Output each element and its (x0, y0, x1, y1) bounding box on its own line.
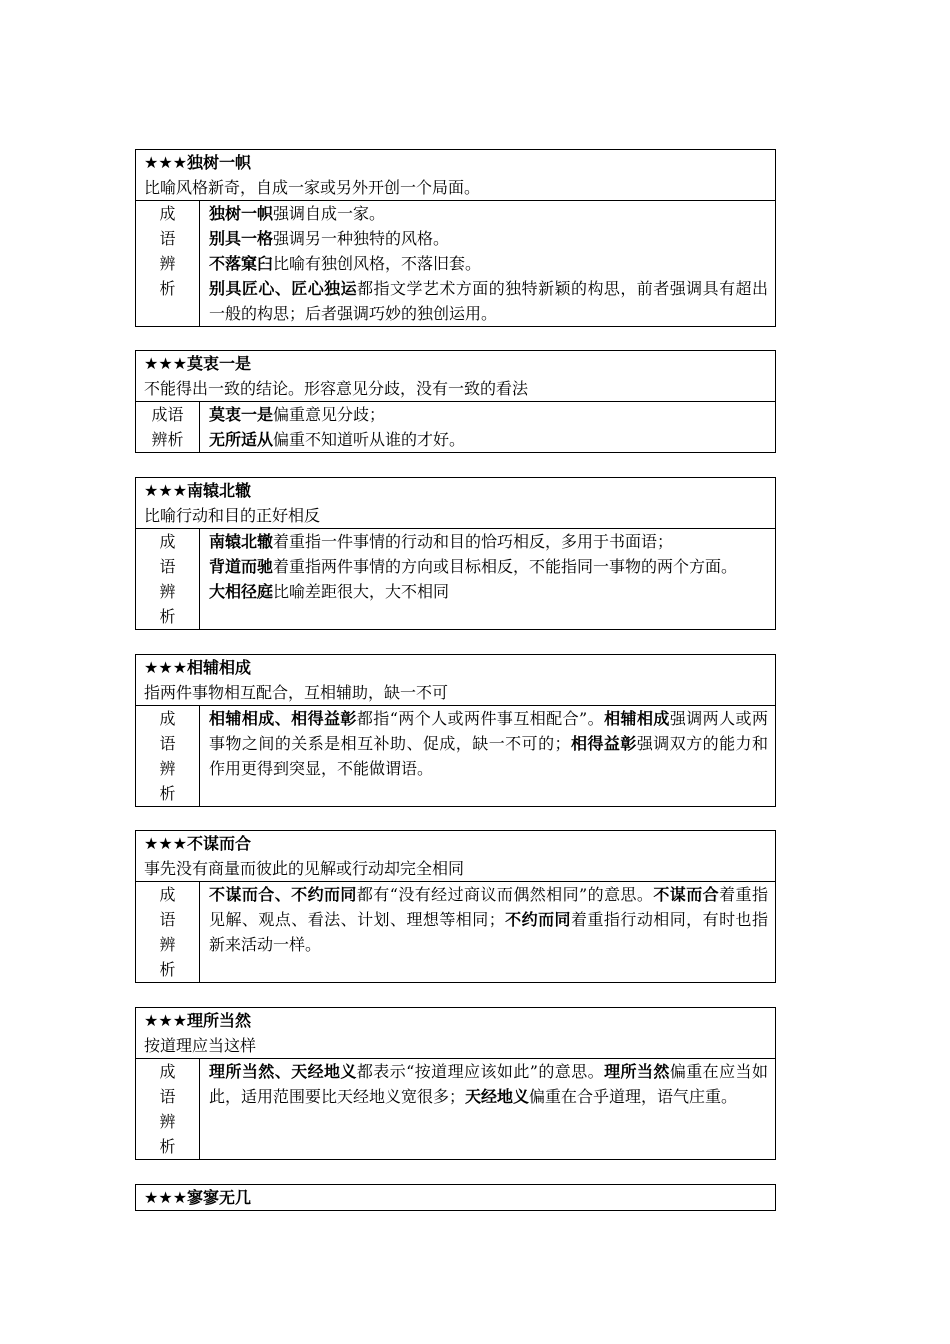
analysis-label-char: 语 (159, 910, 176, 929)
analysis-label-char: 语 (159, 229, 176, 248)
explanation-text: 比喻差距很大，大不相同 (273, 582, 450, 601)
idiom-term: 不落窠臼 (209, 254, 274, 273)
idiom-definition: 指两件事物相互配合，互相辅助，缺一不可 (144, 683, 449, 702)
analysis-paragraph (209, 251, 768, 276)
analysis-paragraph (209, 554, 768, 579)
idiom-term: 理所当然、天经地义 (209, 1062, 357, 1081)
analysis-section (136, 706, 775, 806)
analysis-label (136, 529, 200, 629)
analysis-label-char: 辨 (159, 759, 176, 778)
idiom-header (136, 1008, 775, 1059)
idiom-term: 不约而同 (504, 910, 571, 929)
analysis-label-char: 成 (159, 709, 176, 728)
analysis-content (200, 402, 775, 452)
explanation-text: 着重指行动相同，有时也指新来活动一样。 (209, 910, 768, 954)
idiom-definition: 比喻风格新奇，自成一家或另外开创一个局面。 (144, 178, 481, 197)
explanation-text: 都表示“按道理应该如此”的意思。 (356, 1062, 605, 1081)
analysis-paragraph (209, 882, 768, 957)
idiom-header (136, 655, 775, 706)
idiom-title: ★★★独树一帜 (144, 153, 252, 172)
idiom-term: 无所适从 (209, 430, 274, 449)
explanation-text: 强调自成一家。 (273, 204, 386, 223)
analysis-paragraph (209, 427, 768, 452)
explanation-text: 都指“两个人或两件事互相配合”。 (356, 709, 605, 728)
idiom-definition: 不能得出一致的结论。形容意见分歧，没有一致的看法 (144, 379, 529, 398)
analysis-section (136, 882, 775, 982)
analysis-paragraph (209, 1059, 768, 1109)
analysis-label-char: 析 (159, 279, 176, 298)
idiom-term: 相辅相成 (604, 709, 670, 728)
analysis-label-char: 辨 (159, 1112, 176, 1131)
analysis-label-char: 语 (159, 557, 176, 576)
analysis-label-char: 成 (159, 1062, 176, 1081)
analysis-label (136, 706, 200, 806)
idiom-card (135, 1007, 776, 1160)
idiom-term: 理所当然 (604, 1062, 670, 1081)
idiom-title: ★★★莫衷一是 (144, 354, 252, 373)
analysis-content (200, 882, 775, 982)
idiom-title: ★★★寥寥无几 (144, 1188, 252, 1207)
analysis-label-char: 成语 (151, 405, 184, 424)
analysis-label-char: 辨 (159, 254, 176, 273)
idiom-card (135, 654, 776, 807)
explanation-text: 强调另一种独特的风格。 (273, 229, 450, 248)
analysis-label-char: 语 (159, 1087, 176, 1106)
analysis-content (200, 201, 775, 326)
analysis-label-char: 析 (159, 607, 176, 626)
analysis-label-char: 辨析 (151, 430, 184, 449)
idiom-term: 南辕北辙 (209, 532, 274, 551)
explanation-text: 都有“没有经过商议而偶然相同”的意思。 (356, 885, 654, 904)
analysis-label-char: 成 (159, 204, 176, 223)
idiom-term: 不谋而合、不约而同 (209, 885, 357, 904)
explanation-text: 偏重不知道听从谁的才好。 (273, 430, 466, 449)
analysis-label-char: 语 (159, 734, 176, 753)
explanation-text: 偏重在合乎道理，语气庄重。 (529, 1087, 738, 1106)
analysis-label (136, 201, 200, 326)
analysis-label-char: 辨 (159, 935, 176, 954)
idiom-definition: 事先没有商量而彼此的见解或行动却完全相同 (144, 859, 465, 878)
idiom-definition: 比喻行动和目的正好相反 (144, 506, 321, 525)
idiom-header (136, 150, 775, 201)
explanation-text: 偏重意见分歧； (273, 405, 386, 424)
idiom-card (135, 350, 776, 453)
analysis-paragraph (209, 276, 768, 326)
idiom-title: ★★★理所当然 (144, 1011, 252, 1030)
idiom-term: 背道而驰 (209, 557, 274, 576)
explanation-text: 强调双方的能力和作用更得到突显，不能做谓语。 (209, 734, 768, 778)
analysis-paragraph (209, 529, 768, 554)
idiom-term: 相辅相成、相得益彰 (209, 709, 357, 728)
explanation-text: 都指文学艺术方面的独特新颖的构思，前者强调具有超出一般的构思；后者强调巧妙的独创运用。 (209, 279, 768, 323)
analysis-content (200, 706, 775, 806)
idiom-header (136, 1185, 775, 1210)
explanation-text: 比喻有独创风格，不落旧套。 (273, 254, 482, 273)
idiom-term: 相得益彰 (570, 734, 637, 753)
idiom-header (136, 351, 775, 402)
idiom-definition: 按道理应当这样 (144, 1036, 257, 1055)
explanation-text: 偏重在应当如此，适用范围要比天经地义宽很多； (209, 1062, 768, 1106)
idiom-title: ★★★不谋而合 (144, 834, 252, 853)
analysis-paragraph (209, 226, 768, 251)
idiom-term: 大相径庭 (209, 582, 274, 601)
idiom-header (136, 478, 775, 529)
analysis-section (136, 1059, 775, 1159)
analysis-label (136, 402, 200, 452)
analysis-label (136, 882, 200, 982)
analysis-label-char: 成 (159, 532, 176, 551)
explanation-text: 着重指见解、观点、看法、计划、理想等相同； (209, 885, 768, 929)
analysis-paragraph (209, 201, 768, 226)
idiom-title: ★★★相辅相成 (144, 658, 252, 677)
idiom-card (135, 149, 776, 327)
analysis-label-char: 析 (159, 784, 176, 803)
analysis-section (136, 402, 775, 452)
analysis-label-char: 析 (159, 960, 176, 979)
analysis-section (136, 201, 775, 326)
idiom-term: 别具一格 (209, 229, 274, 248)
idiom-term: 天经地义 (465, 1087, 530, 1106)
idiom-term: 别具匠心、匠心独运 (209, 279, 358, 298)
analysis-label-char: 析 (159, 1137, 176, 1156)
explanation-text: 着重指两件事情的方向或目标相反，不能指同一事物的两个方面。 (273, 557, 738, 576)
analysis-paragraph (209, 579, 768, 604)
analysis-paragraph (209, 402, 768, 427)
idiom-card (135, 830, 776, 983)
explanation-text: 着重指一件事情的行动和目的恰巧相反，多用于书面语； (273, 532, 674, 551)
analysis-content (200, 529, 775, 629)
analysis-label-char: 辨 (159, 582, 176, 601)
explanation-text: 强调两人或两事物之间的关系是相互补助、促成，缺一不可的； (209, 709, 768, 753)
idiom-term: 独树一帜 (209, 204, 274, 223)
analysis-content (200, 1059, 775, 1159)
analysis-paragraph (209, 706, 768, 781)
idiom-card (135, 477, 776, 630)
idiom-term: 莫衷一是 (209, 405, 274, 424)
idiom-header (136, 831, 775, 882)
analysis-label (136, 1059, 200, 1159)
analysis-section (136, 529, 775, 629)
analysis-label-char: 成 (159, 885, 176, 904)
idiom-term: 不谋而合 (653, 885, 720, 904)
idiom-card (135, 1184, 776, 1211)
idiom-title: ★★★南辕北辙 (144, 481, 252, 500)
